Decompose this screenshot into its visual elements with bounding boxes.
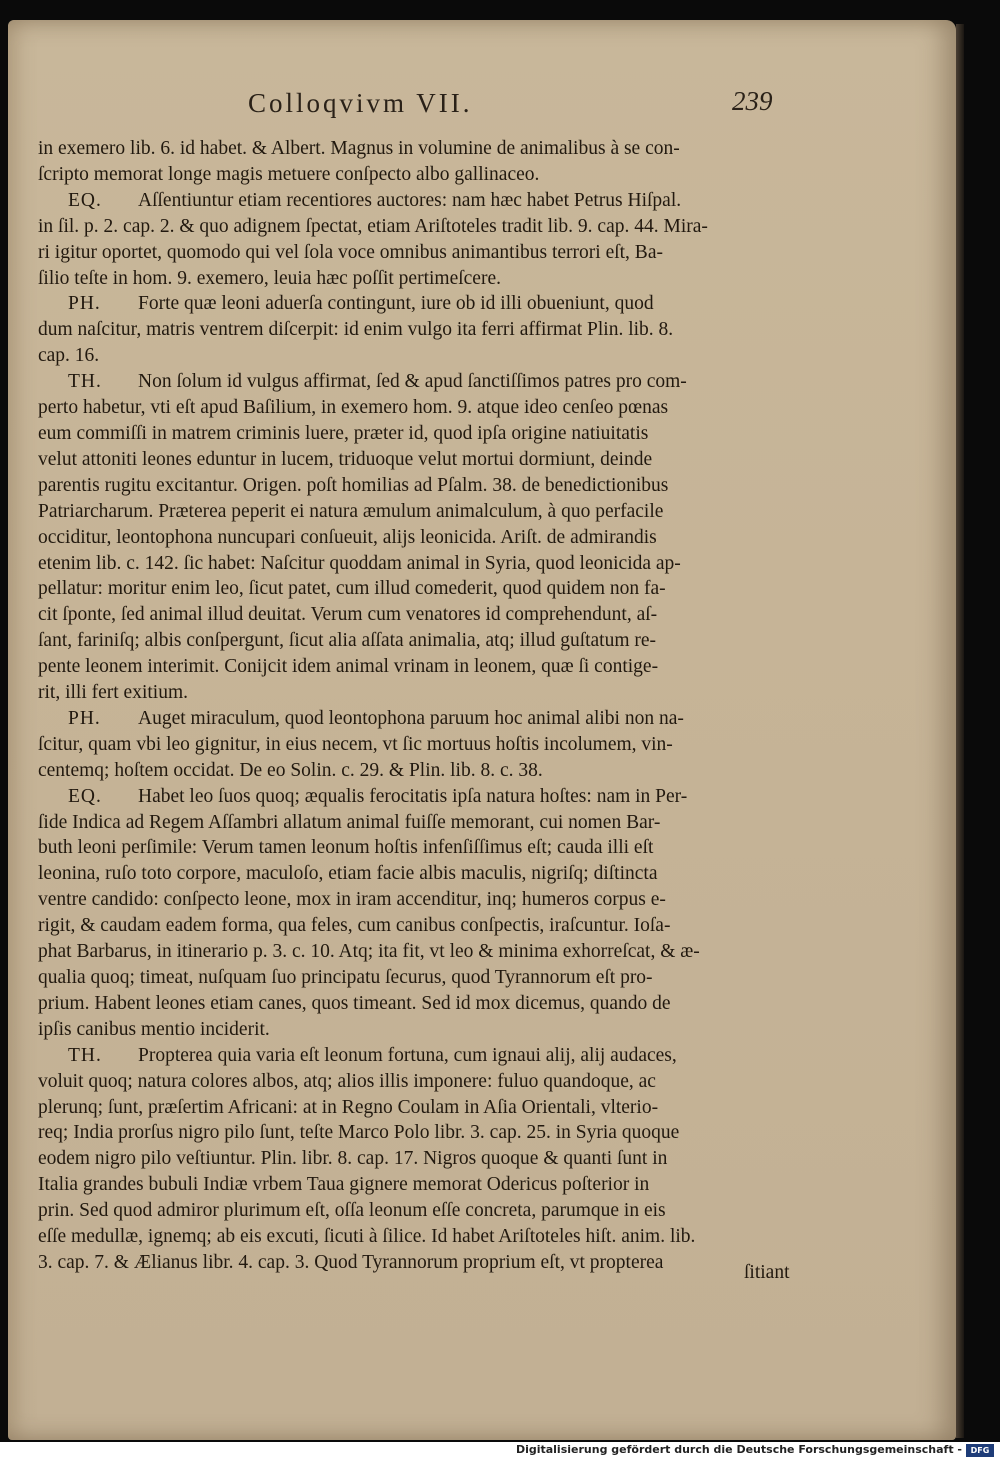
text-line xyxy=(38,214,806,240)
speaker-label: EQ. xyxy=(68,785,102,807)
text-line xyxy=(38,1146,806,1172)
line-text: pellatur: moritur enim leo, ſicut patet, cum illud comederit, quod quidem non fa- xyxy=(38,578,666,600)
paragraph xyxy=(38,1043,806,1276)
text-line xyxy=(38,732,806,758)
text-line xyxy=(38,1017,806,1043)
line-text: Non ſolum id vulgus affirmat, ſed & apud ſanctiſſimos patres pro com- xyxy=(138,371,687,393)
text-line xyxy=(38,291,806,317)
text-line xyxy=(38,162,806,188)
text-line xyxy=(38,1095,806,1121)
line-text: 3. cap. 7. & Ælianus libr. 4. cap. 3. Quod Tyrannorum proprium eſt, vt propterea xyxy=(38,1251,664,1273)
text-line xyxy=(38,136,806,162)
text-line xyxy=(38,1198,806,1224)
line-text: parentis rugitu excitantur. Origen. poſt homilias ad Pſalm. 38. de benedictionibus xyxy=(38,474,669,496)
line-text: centemq; hoſtem occidat. De eo Solin. c. 29. & Plin. lib. 8. c. 38. xyxy=(38,759,543,781)
text-line xyxy=(38,343,806,369)
text-line xyxy=(38,991,806,1017)
paragraph xyxy=(38,291,806,369)
text-line xyxy=(38,576,806,602)
text-line xyxy=(38,939,806,965)
text-line xyxy=(38,965,806,991)
text-line xyxy=(38,680,806,706)
paragraph xyxy=(38,188,806,292)
line-text: perto habetur, vti eſt apud Baſilium, in exemero hom. 9. atque ideo cenſeo pœnas xyxy=(38,397,669,419)
line-text: ſant, fariniſq; albis conſpergunt, ſicut alia aſſata animalia, atq; illud guſtatum re- xyxy=(38,630,657,652)
footer-bar xyxy=(0,1442,1000,1460)
text-line xyxy=(38,913,806,939)
text-line xyxy=(38,1224,806,1250)
speaker-label: EQ. xyxy=(68,189,102,211)
line-text: ſilio teſte in hom. 9. exemero, leuia hæc poſſit pertimeſcere. xyxy=(38,267,501,289)
line-text: prin. Sed quod admiror plurimum eſt, oſſa leonum eſſe concreta, parumque in eis xyxy=(38,1200,666,1222)
line-text: in ſil. p. 2. cap. 2. & quo adignem ſpectat, etiam Ariſtoteles tradit lib. 9. cap. 44. Mira- xyxy=(38,215,708,237)
line-text: Italia grandes bubuli Indiæ vrbem Taua gignere memorat Odericus poſterior in xyxy=(38,1174,650,1196)
line-text: buth leoni perſimile: Verum tamen leonum hoſtis infenſiſſimus eſt; cauda illi eſt xyxy=(38,837,654,859)
page-number: 239 xyxy=(732,86,773,116)
text-line xyxy=(38,628,806,654)
text-line xyxy=(38,758,806,784)
text-line xyxy=(38,266,806,292)
text-line xyxy=(38,1069,806,1095)
text-line xyxy=(38,835,806,861)
catchword: ſitiant xyxy=(744,1262,790,1283)
page-header xyxy=(0,86,1000,126)
text-line xyxy=(38,317,806,343)
line-text: req; India prorſus nigro pilo ſunt, teſte Marco Polo libr. 3. cap. 25. in Syria quoque xyxy=(38,1122,680,1144)
text-line xyxy=(38,602,806,628)
line-text: cit ſponte, ſed animal illud deuitat. Verum cum venatores id comprehendunt, aſ- xyxy=(38,604,658,626)
line-text: occiditur, leontophona nuncupari conſueuit, alijs leonicida. Ariſt. de admirandis xyxy=(38,526,657,548)
text-line xyxy=(38,188,806,214)
line-text: in exemero lib. 6. id habet. & Albert. Magnus in volumine de animalibus à se con- xyxy=(38,138,680,159)
text-line xyxy=(38,551,806,577)
page-edge xyxy=(956,24,964,1438)
line-text: prium. Habent leones etiam canes, quos timeant. Sed id mox dicemus, quando de xyxy=(38,992,671,1014)
text-line xyxy=(38,447,806,473)
text-line xyxy=(38,473,806,499)
line-text: plerunq; ſunt, præſertim Africani: at in Regno Coulam in Aſia Orientali, vlterio- xyxy=(38,1096,659,1118)
line-text: phat Barbarus, in itinerario p. 3. c. 10. Atq; ita fit, vt leo & minima exhorreſcat, & æ- xyxy=(38,941,700,963)
line-text: Auget miraculum, quod leontophona paruum hoc animal alibi non na- xyxy=(138,707,684,729)
line-text: Habet leo ſuos quoq; æqualis ferocitatis ipſa natura hoſtes: nam in Per- xyxy=(138,785,688,807)
line-text: etenim lib. c. 142. ſic habet: Naſcitur quoddam animal in Syria, quod leonicida ap- xyxy=(38,552,681,574)
line-text: ſide Indica ad Regem Aſſambri allatum animal fuiſſe memorant, cui nomen Bar- xyxy=(38,811,661,833)
body-text xyxy=(38,136,806,1276)
text-line xyxy=(38,1172,806,1198)
funding-notice: Digitalisierung gefördert durch die Deutsche Forschungsgemeinschaft - xyxy=(515,1443,962,1456)
text-line xyxy=(38,240,806,266)
text-line xyxy=(38,525,806,551)
text-line xyxy=(38,654,806,680)
text-line xyxy=(38,706,806,732)
paragraph xyxy=(38,706,806,784)
paragraph xyxy=(38,136,806,188)
speaker-label: PH. xyxy=(68,293,101,315)
speaker-label: TH. xyxy=(68,371,102,393)
text-line xyxy=(38,1043,806,1069)
line-text: cap. 16. xyxy=(38,345,100,367)
line-text: ventre candido: conſpecto leone, mox in iram accenditur, inq; humeros corpus e- xyxy=(38,889,666,911)
line-text: Forte quæ leoni aduerſa contingunt, iure ob id illi obueniunt, quod xyxy=(138,293,654,315)
line-text: voluit quoq; natura colores albos, atq; alios illis imponere: fuluo quandoque, ac xyxy=(38,1070,656,1092)
text-line xyxy=(38,1120,806,1146)
text-line xyxy=(38,1250,806,1276)
text-line xyxy=(38,421,806,447)
line-text: dum naſcitur, matris ventrem diſcerpit: id enim vulgo ita ferri affirmat Plin. lib. 8. xyxy=(38,319,674,341)
line-text: ipſis canibus mentio inciderit. xyxy=(38,1018,270,1040)
text-line xyxy=(38,887,806,913)
line-text: Propterea quia varia eſt leonum fortuna, cum ignaui alij, alij audaces, xyxy=(138,1044,677,1066)
text-line xyxy=(38,810,806,836)
line-text: eodem nigro pilo veſtiuntur. Plin. libr. 8. cap. 17. Nigros quoque & quanti ſunt in xyxy=(38,1148,668,1170)
line-text: ſcripto memorat longe magis metuere conſpecto albo gallinaceo. xyxy=(38,163,540,185)
line-text: rigit, & caudam eadem forma, qua feles, cum canibus conſpectis, iraſcuntur. Ioſa- xyxy=(38,915,671,937)
line-text: eum commiſſi in matrem criminis luere, præter id, quod ipſa origine natiuitatis xyxy=(38,422,649,444)
line-text: Aſſentiuntur etiam recentiores auctores: nam hæc habet Petrus Hiſpal. xyxy=(138,189,682,211)
line-text: Patriarcharum. Præterea peperit ei natura æmulum animalculum, à quo perfacile xyxy=(38,500,664,522)
line-text: rit, illi fert exitium. xyxy=(38,682,189,704)
text-line xyxy=(38,369,806,395)
line-text: leonina, ruſo toto corpore, maculoſo, etiam facie albis maculis, nigriſq; diſtincta xyxy=(38,863,658,885)
paragraph xyxy=(38,784,806,1043)
text-line xyxy=(38,861,806,887)
running-title: Colloqvivm VII. xyxy=(248,88,473,118)
dfg-logo-icon: DFG xyxy=(966,1444,994,1457)
line-text: eſſe medullæ, ignemq; ab eis excuti, ſicuti à ſilice. Id habet Ariſtoteles hiſt. anim. lib. xyxy=(38,1226,696,1248)
speaker-label: PH. xyxy=(68,707,101,729)
line-text: qualia quoq; timeat, nuſquam ſuo principatu ſecurus, quod Tyrannorum eſt pro- xyxy=(38,967,653,988)
text-line xyxy=(38,395,806,421)
text-line xyxy=(38,499,806,525)
paragraph xyxy=(38,369,806,706)
line-text: ri igitur oportet, quomodo qui vel ſola voce omnibus animantibus terrori eſt, Ba- xyxy=(38,241,663,263)
line-text: ſcitur, quam vbi leo gignitur, in eius necem, vt ſic mortuus hoſtis incolumem, vin- xyxy=(38,733,673,755)
speaker-label: TH. xyxy=(68,1044,102,1066)
line-text: pente leonem interimit. Conijcit idem animal vrinam in leonem, quæ ſi contige- xyxy=(38,656,659,678)
text-line xyxy=(38,784,806,810)
line-text: velut attoniti leones eduntur in lucem, triduoque velut mortui dormiunt, deinde xyxy=(38,448,653,470)
